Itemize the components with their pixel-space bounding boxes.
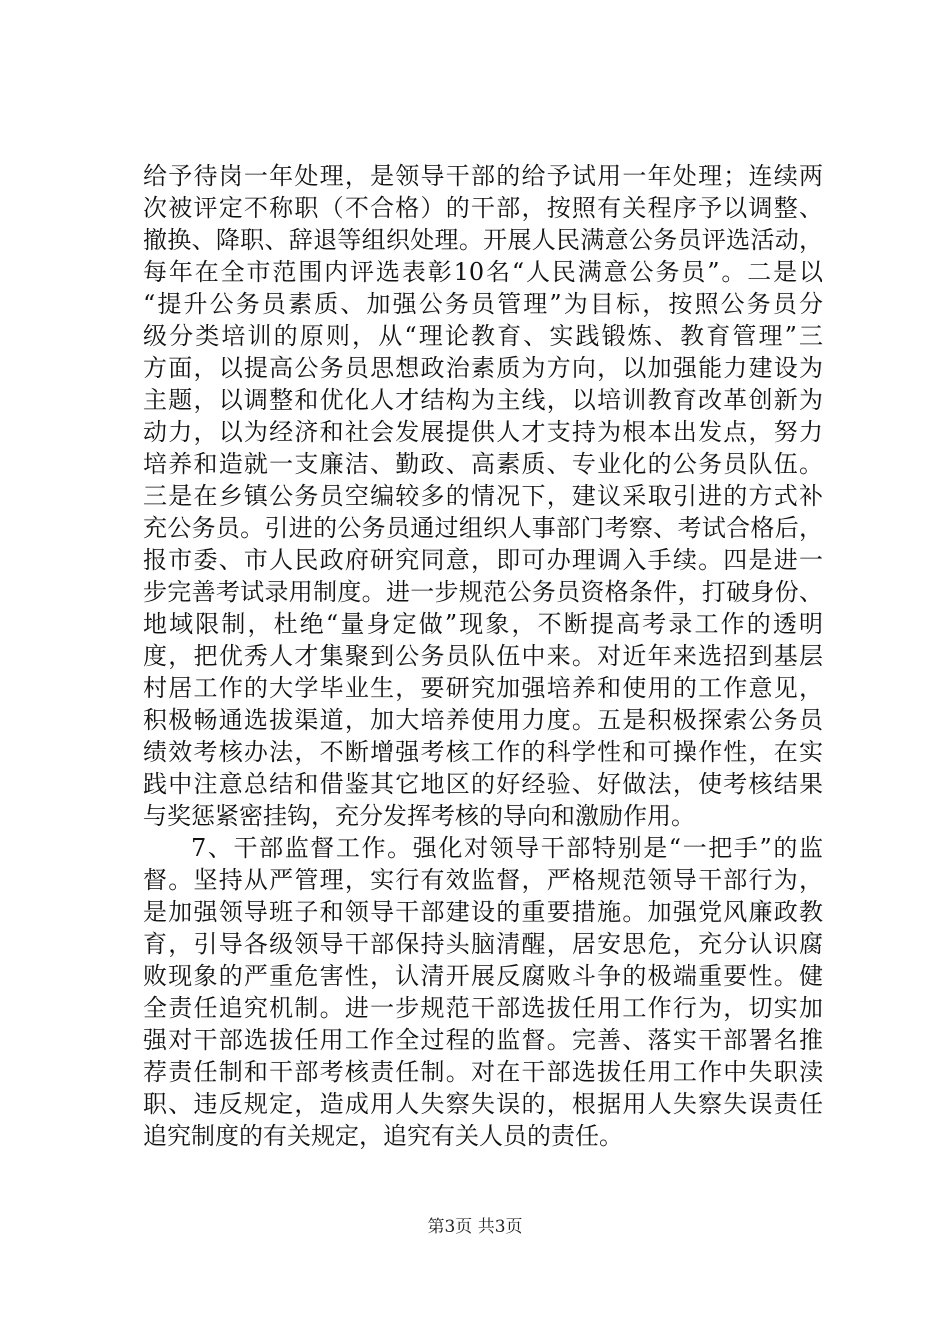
text-line: 级分类培训的原则，从“理论教育、实践锻炼、教育管理”三	[143, 322, 823, 350]
text-line: 给予待岗一年处理，是领导干部的给予试用一年处理；连续两	[143, 162, 823, 190]
text-line: 培养和造就一支廉洁、勤政、高素质、专业化的公务员队伍。	[143, 450, 823, 478]
text-line: 督。坚持从严管理，实行有效监督，严格规范领导干部行为，	[143, 866, 823, 894]
text-line: 强对干部选拔任用工作全过程的监督。完善、落实干部署名推	[143, 1026, 823, 1054]
text-line: 7、干部监督工作。强化对领导干部特别是“一把手”的监	[191, 834, 823, 862]
document-body	[143, 160, 823, 1152]
text-line: 败现象的严重危害性，认清开展反腐败斗争的极端重要性。健	[143, 962, 823, 990]
text-line: 动力，以为经济和社会发展提供人才支持为根本出发点，努力	[143, 418, 823, 446]
text-line: 撤换、降职、辞退等组织处理。开展人民满意公务员评选活动，	[143, 226, 823, 254]
paragraph-1	[143, 160, 823, 832]
text-line: 职、违反规定，造成用人失察失误的，根据用人失察失误责任	[143, 1090, 823, 1118]
text-line: 每年在全市范围内评选表彰10名“人民满意公务员”。二是以	[143, 258, 823, 286]
text-line: 绩效考核办法，不断增强考核工作的科学性和可操作性，在实	[143, 738, 823, 766]
text-line: 充公务员。引进的公务员通过组织人事部门考察、考试合格后，	[143, 514, 823, 542]
text-line: 度，把优秀人才集聚到公务员队伍中来。对近年来选招到基层	[143, 642, 823, 670]
page-footer	[0, 1212, 950, 1237]
text-line: 次被评定不称职（不合格）的干部，按照有关程序予以调整、	[143, 194, 823, 222]
text-line: 步完善考试录用制度。进一步规范公务员资格条件，打破身份、	[143, 578, 823, 606]
text-line: 育，引导各级领导干部保持头脑清醒，居安思危，充分认识腐	[143, 930, 823, 958]
text-line: 与奖惩紧密挂钩，充分发挥考核的导向和激励作用。	[143, 802, 695, 830]
text-line: 村居工作的大学毕业生，要研究加强培养和使用的工作意见，	[143, 674, 823, 702]
paragraph-2	[143, 832, 823, 1152]
text-line: 荐责任制和干部考核责任制。对在干部选拔任用工作中失职渎	[143, 1058, 823, 1086]
text-line: 追究制度的有关规定，追究有关人员的责任。	[143, 1122, 623, 1150]
text-line: 积极畅通选拔渠道，加大培养使用力度。五是积极探索公务员	[143, 706, 823, 734]
text-line: 主题，以调整和优化人才结构为主线，以培训教育改革创新为	[143, 386, 823, 414]
text-line: 践中注意总结和借鉴其它地区的好经验、好做法，使考核结果	[143, 770, 823, 798]
text-line: 全责任追究机制。进一步规范干部选拔任用工作行为，切实加	[143, 994, 823, 1022]
text-line: 是加强领导班子和领导干部建设的重要措施。加强党风廉政教	[143, 898, 823, 926]
text-line: 方面，以提高公务员思想政治素质为方向，以加强能力建设为	[143, 354, 823, 382]
page-number: 第3页 共3页	[427, 1217, 523, 1237]
text-line: “提升公务员素质、加强公务员管理”为目标，按照公务员分	[143, 290, 823, 318]
text-line: 三是在乡镇公务员空编较多的情况下，建议采取引进的方式补	[143, 482, 823, 510]
text-line: 地域限制，杜绝“量身定做”现象，不断提高考录工作的透明	[143, 610, 823, 638]
text-line: 报市委、市人民政府研究同意，即可办理调入手续。四是进一	[143, 546, 823, 574]
